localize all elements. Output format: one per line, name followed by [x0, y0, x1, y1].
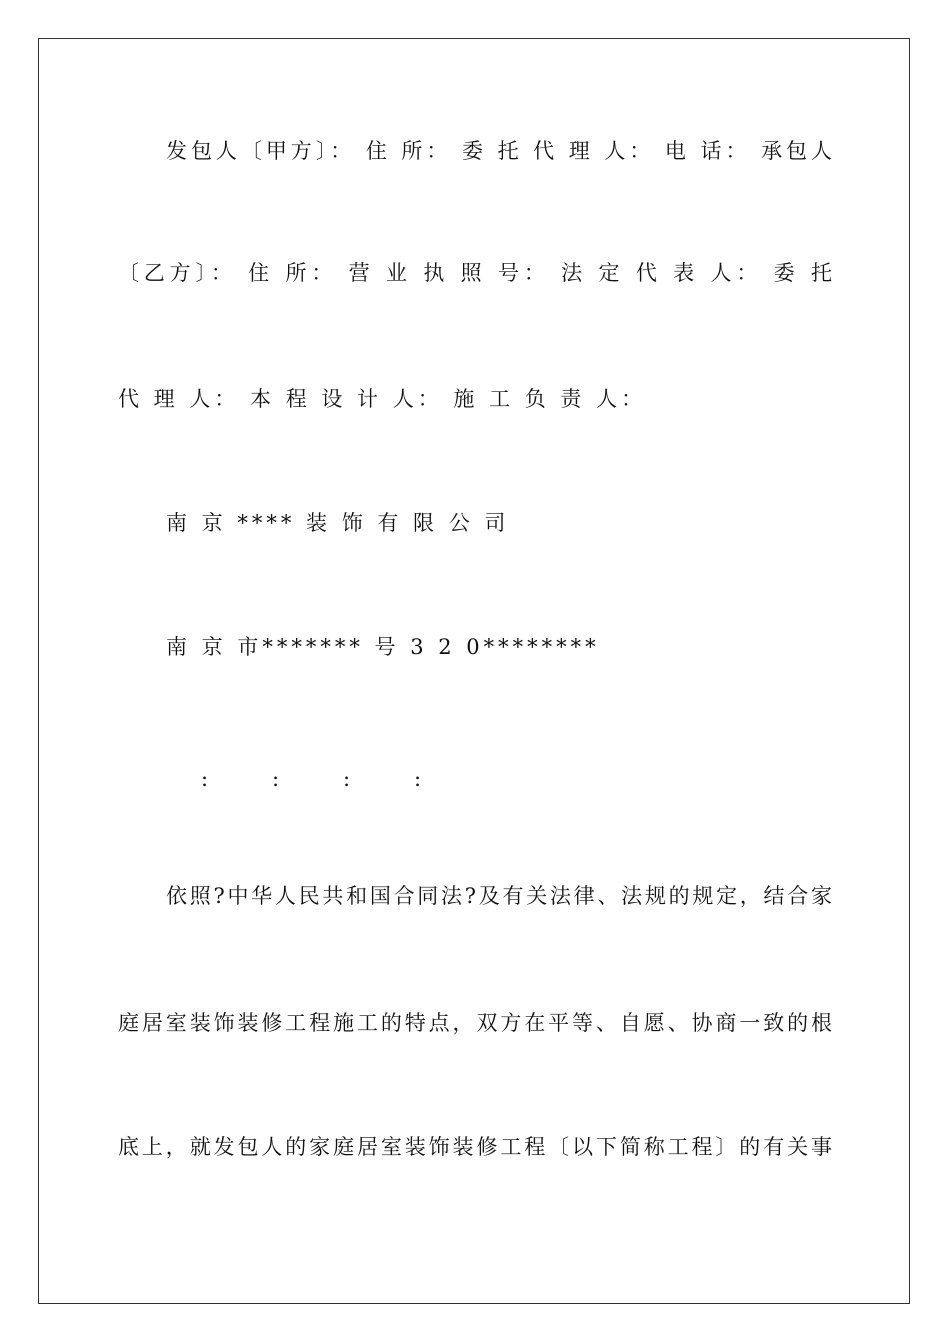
party-a-line: 发包人〔甲方〕： 住 所： 委 托 代 理 人： 电 话： 承包人	[166, 139, 832, 163]
colon-4: :	[414, 767, 422, 791]
colon-1: :	[201, 767, 209, 791]
party-b-line: 〔乙方〕： 住 所： 营 业 执 照 号： 法 定 代 表 人： 委 托	[118, 261, 832, 285]
colon-3: :	[343, 767, 351, 791]
representative-line: 代 理 人： 本 程 设 计 人： 施 工 负 责 人：	[118, 387, 647, 411]
colon-2: :	[272, 767, 280, 791]
paragraph-line-3: 底上，就发包人的家庭居室装饰装修工程〔以下简称工程〕的有关事	[118, 1135, 832, 1159]
company-name: 南 京 **** 装 饰 有 限 公 司	[166, 511, 510, 535]
page-border	[38, 38, 910, 1304]
company-address: 南 京 市******* 号 3 2 0********	[166, 635, 600, 659]
paragraph-line-2: 庭居室装饰装修工程施工的特点，双方在平等、自愿、协商一致的根	[118, 1011, 832, 1035]
paragraph-line-1: 依照?中华人民共和国合同法?及有关法律、法规的规定，结合家	[166, 884, 832, 908]
